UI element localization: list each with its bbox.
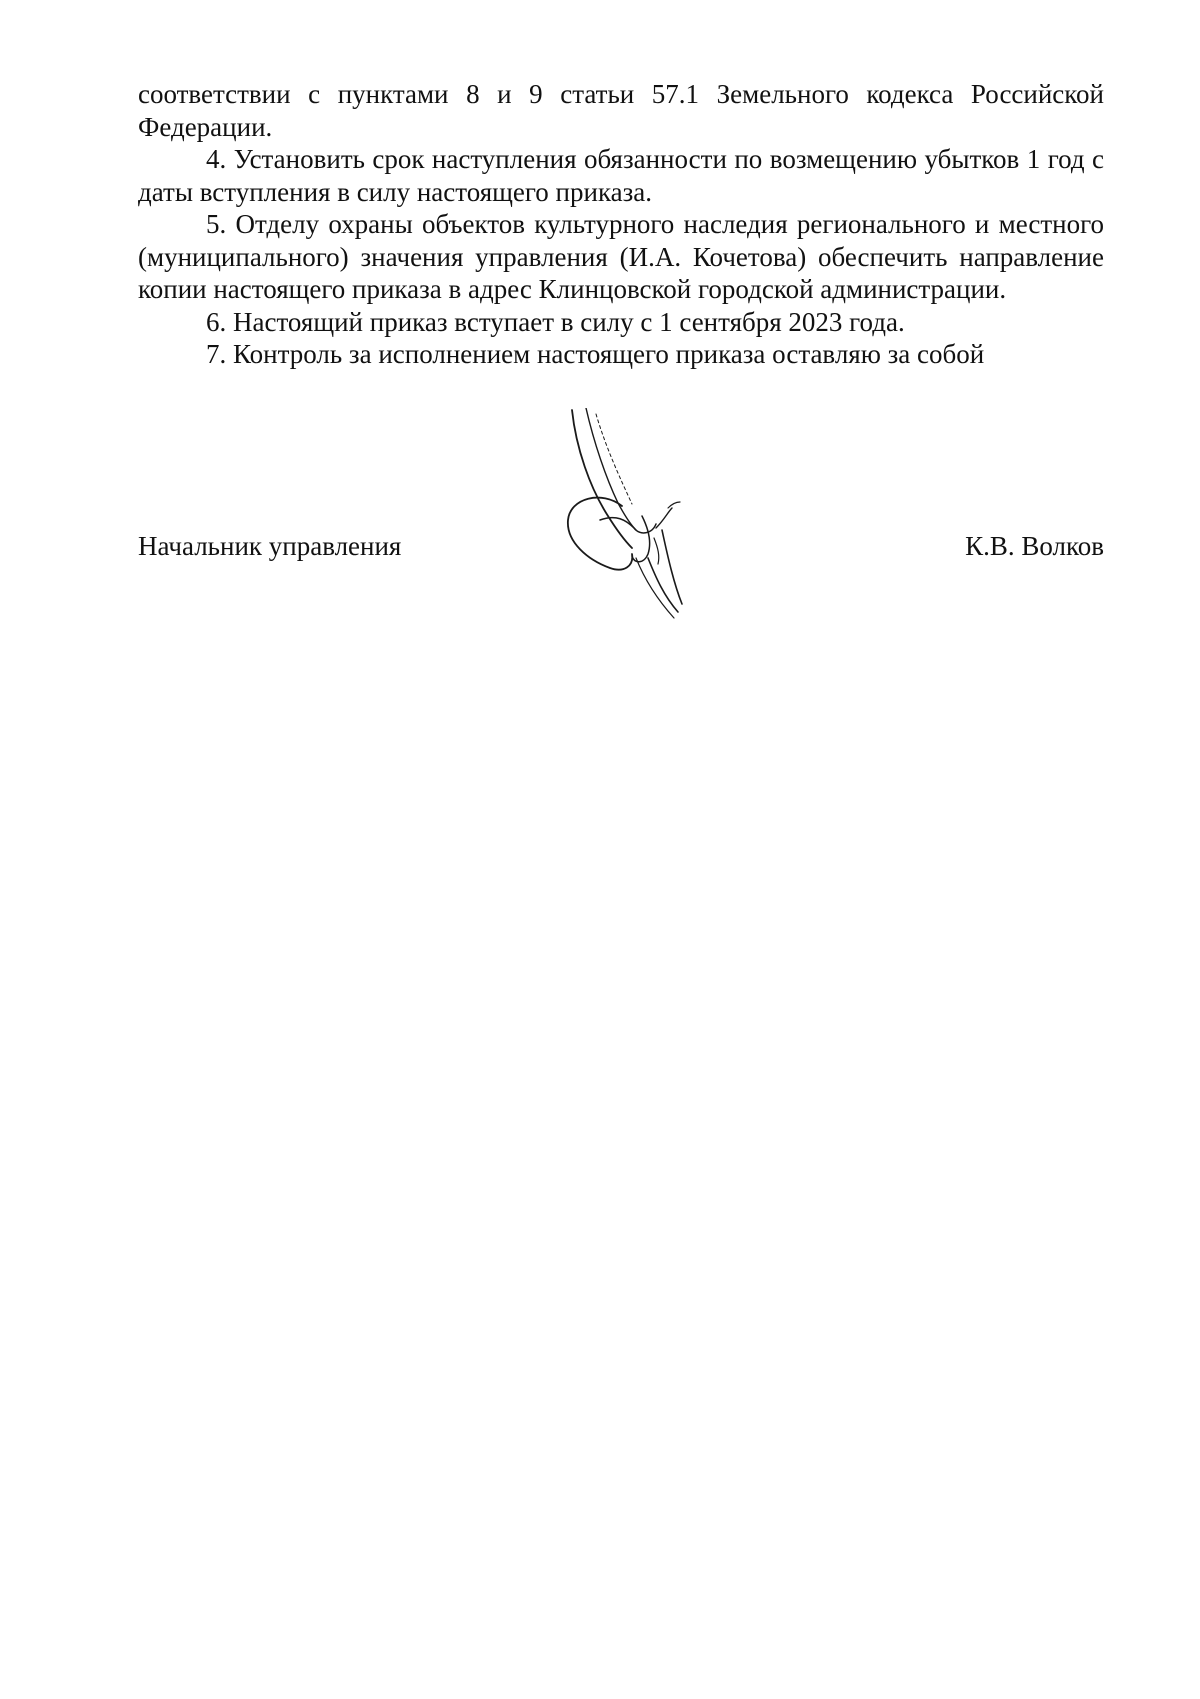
paragraph-item-6: 6. Настоящий приказ вступает в силу с 1 сентября 2023 года. <box>206 306 905 337</box>
signature-block <box>138 530 1104 570</box>
paragraph-item-7: 7. Контроль за исполнением настоящего приказа оставляю за собой <box>206 339 985 369</box>
paragraph-item-5: 5. Отделу охраны объектов культурного наследия регионального и местного (муниципального) значения управления (И.А. Кочетова) обеспечить направление копии настоящего приказа в адрес Клинцовской городской администрации. <box>138 209 1104 304</box>
paragraph-item-4: 4. Установить срок наступления обязанности по возмещению убытков 1 год с даты вступления в силу настоящего приказа. <box>138 144 1104 207</box>
paragraph-continuation: соответствии с пунктами 8 и 9 статьи 57.1 Земельного кодекса Российской Федерации. <box>138 79 1104 142</box>
handwritten-signature <box>560 408 720 623</box>
signatory-position: Начальник управления <box>138 531 402 561</box>
document-body <box>138 78 1104 371</box>
signatory-name: К.В. Волков <box>965 531 1104 561</box>
